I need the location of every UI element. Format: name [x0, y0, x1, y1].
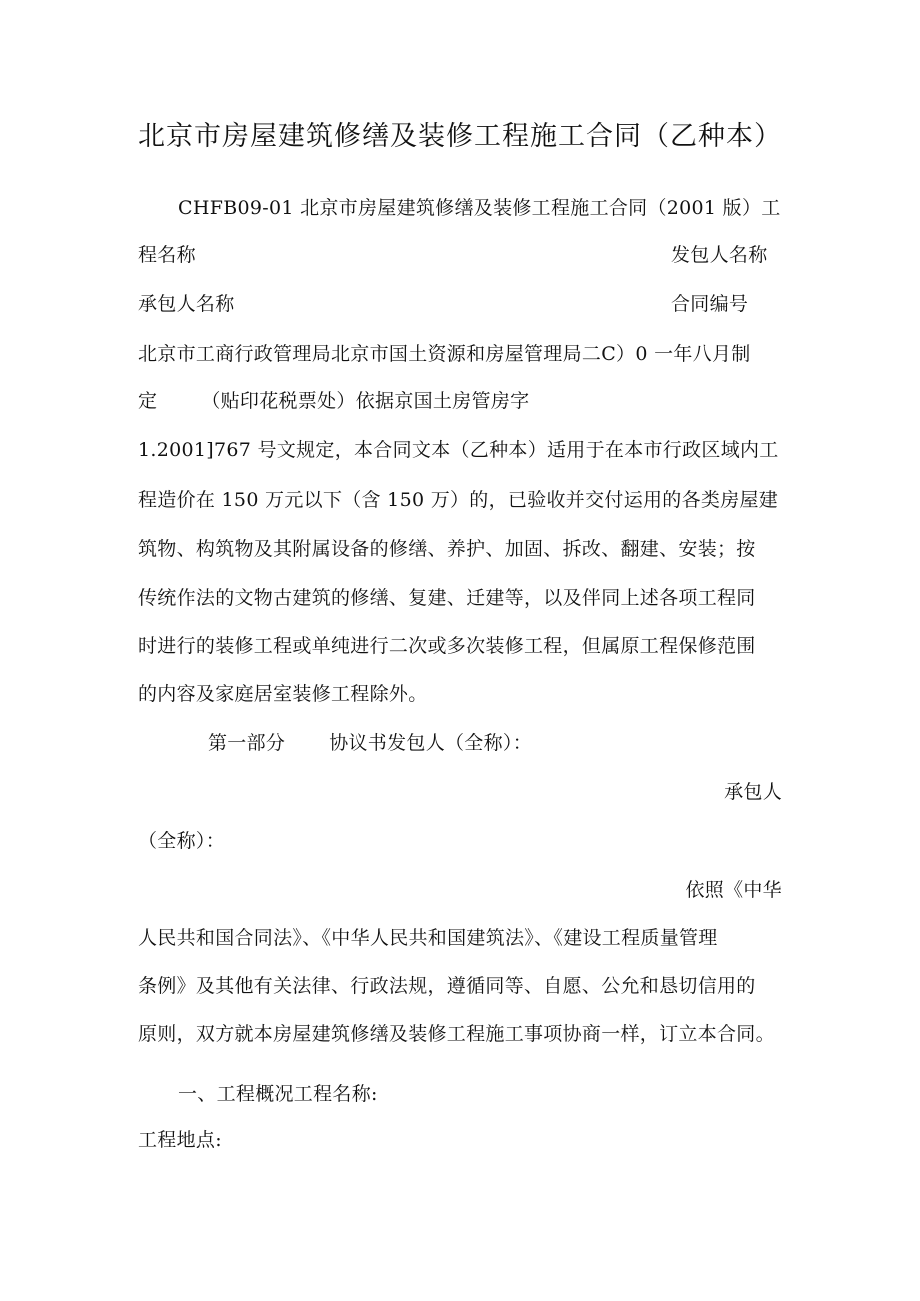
label-contractor-name: 承包人名称	[138, 293, 235, 315]
paragraph-line	[138, 389, 529, 413]
paragraph-line: 北京市工商行政管理局北京市国土资源和房屋管理局二C）0 一年八月制	[138, 343, 751, 365]
agreement-label: 协议书发包人（全称）：	[329, 732, 533, 754]
part-label: 第一部分	[208, 732, 286, 754]
paragraph-line: 筑物、构筑物及其附属设备的修缮、养护、加固、拆改、翻建、安装；按	[138, 538, 756, 560]
document-title: 北京市房屋建筑修缮及装修工程施工合同（乙种本）	[138, 121, 782, 152]
paragraph-line: 传统作法的文物古建筑的修缮、复建、迁建等，以及伴同上述各项工程同	[138, 587, 756, 609]
label-employer-name: 发包人名称	[671, 244, 768, 266]
paragraph-line: 程造价在 150 万元以下（含 150 万）的，已验收并交付运用的各类房屋建	[138, 489, 779, 511]
paragraph-line: 原则，双方就本房屋建筑修缮及装修工程施工事项协商一样，订立本合同。	[138, 1023, 775, 1045]
label-project-location: 工程地点:	[138, 1129, 222, 1151]
paragraph-line: 依照《中华	[685, 879, 782, 901]
text-segment: 定	[138, 390, 158, 412]
label-full-name: （全称）：	[138, 830, 226, 852]
label-project-name: 程名称	[138, 244, 196, 266]
paragraph-line: 条例》及其他有关法律、行政法规，遵循同等、自愿、公允和恳切信用的	[138, 975, 756, 997]
section-heading: 一、工程概况工程名称:	[178, 1083, 378, 1105]
label-contractor: 承包人	[724, 781, 782, 803]
paragraph-line: 人民共和国合同法》、《中华人民共和国建筑法》、《建设工程质量管理	[138, 927, 718, 949]
paragraph-line: 的内容及家庭居室装修工程除外。	[138, 683, 428, 705]
label-contract-number: 合同编号	[671, 293, 749, 315]
paragraph-line: CHFB09-01 北京市房屋建筑修缮及装修工程施工合同（2001 版）工	[178, 197, 781, 219]
paragraph-line: 时进行的装修工程或单纯进行二次或多次装修工程，但属原工程保修范围	[138, 635, 756, 657]
paragraph-line: 1.2001]767 号文规定，本合同文本（乙种本）适用于在本市行政区域内工	[138, 439, 779, 461]
section-heading	[208, 731, 532, 755]
text-segment: （贴印花税票处）依据京国土房管房字	[201, 390, 530, 412]
